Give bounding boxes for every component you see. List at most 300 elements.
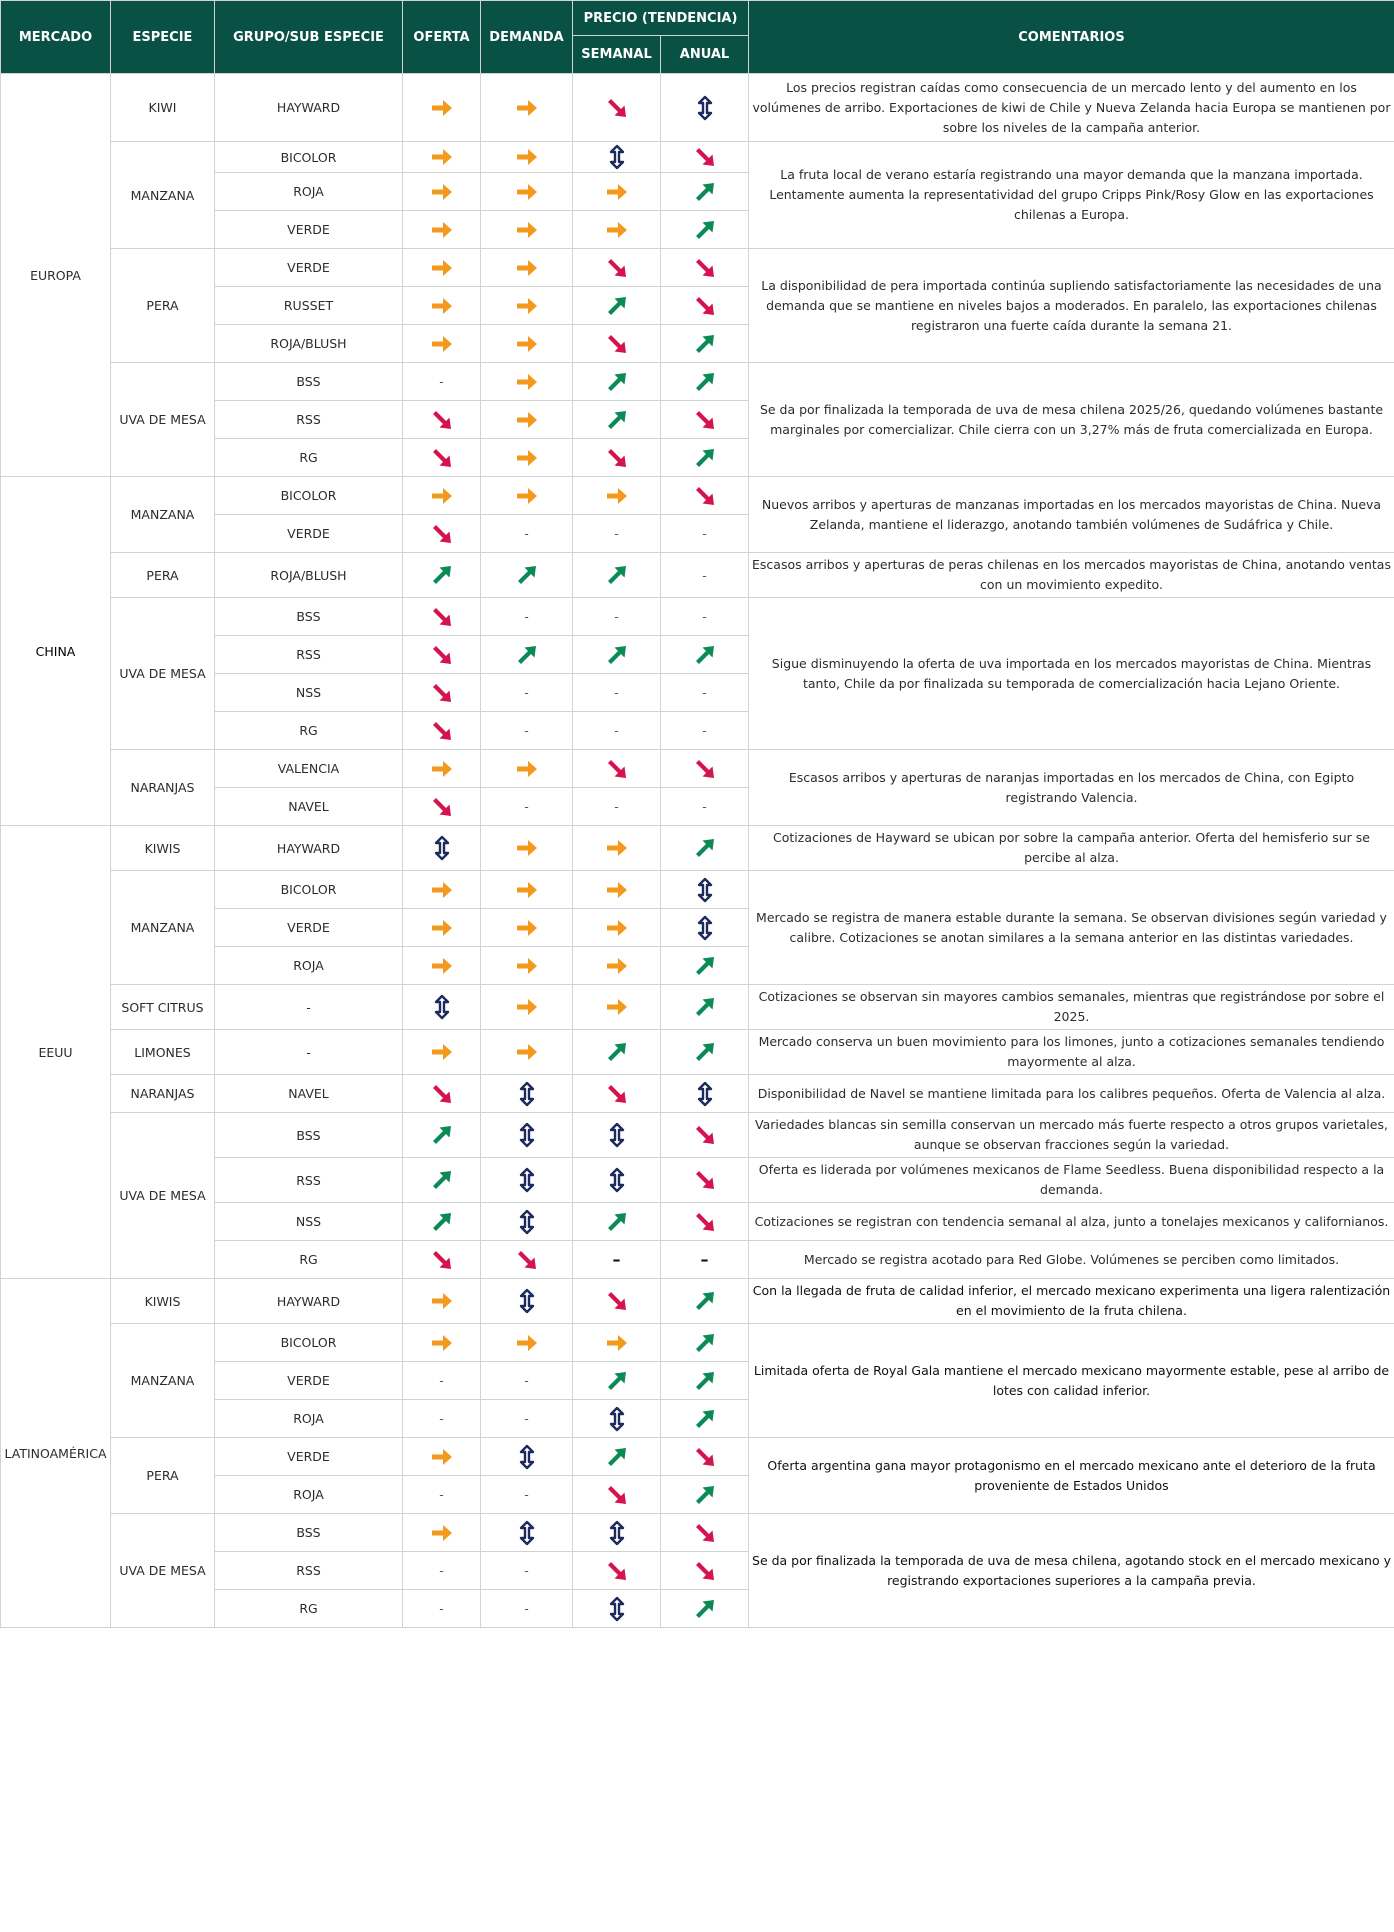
demanda-trend bbox=[481, 249, 573, 287]
oferta-trend: - bbox=[403, 363, 481, 401]
comment-cell: Cotizaciones se registran con tendencia semanal al alza, junto a tonelajes mexicanos y californianos. bbox=[749, 1203, 1394, 1241]
semanal-trend bbox=[573, 1324, 661, 1362]
arrow-down-right-icon bbox=[427, 1245, 457, 1275]
arrow-right-icon bbox=[602, 177, 632, 207]
group-name: ROJA/BLUSH bbox=[215, 325, 403, 363]
arrow-down-right-icon bbox=[690, 1165, 720, 1195]
group-name: RG bbox=[215, 712, 403, 750]
semanal-trend bbox=[573, 1279, 661, 1324]
oferta-trend bbox=[403, 712, 481, 750]
semanal-trend: – bbox=[573, 1241, 661, 1279]
anual-trend bbox=[661, 1552, 749, 1590]
arrow-down-right-icon bbox=[602, 754, 632, 784]
arrow-down-right-icon bbox=[427, 405, 457, 435]
anual-trend bbox=[661, 477, 749, 515]
arrow-right-icon bbox=[512, 93, 542, 123]
anual-trend bbox=[661, 1203, 749, 1241]
table-row bbox=[1, 249, 1394, 287]
arrow-up-down-icon bbox=[512, 1207, 542, 1237]
group-name: RG bbox=[215, 1590, 403, 1628]
oferta-trend bbox=[403, 211, 481, 249]
arrow-down-right-icon bbox=[602, 1286, 632, 1316]
anual-trend: - bbox=[661, 553, 749, 598]
anual-trend: - bbox=[661, 598, 749, 636]
species-name: LIMONES bbox=[111, 1030, 215, 1075]
header-grupo: GRUPO/SUB ESPECIE bbox=[215, 1, 403, 74]
group-name: VERDE bbox=[215, 515, 403, 553]
semanal-trend bbox=[573, 750, 661, 788]
oferta-trend bbox=[403, 947, 481, 985]
oferta-trend bbox=[403, 674, 481, 712]
semanal-trend bbox=[573, 553, 661, 598]
demanda-trend bbox=[481, 363, 573, 401]
species-name: KIWIS bbox=[111, 1279, 215, 1324]
market-name: EEUU bbox=[1, 826, 111, 1279]
anual-trend bbox=[661, 1030, 749, 1075]
arrow-right-icon bbox=[512, 913, 542, 943]
arrow-down-right-icon bbox=[690, 1120, 720, 1150]
group-name: BSS bbox=[215, 1514, 403, 1552]
arrow-down-right-icon bbox=[690, 253, 720, 283]
arrow-down-right-icon bbox=[602, 1556, 632, 1586]
demanda-trend bbox=[481, 142, 573, 173]
oferta-trend bbox=[403, 1241, 481, 1279]
arrow-up-right-icon bbox=[427, 560, 457, 590]
arrow-up-right-icon bbox=[602, 1037, 632, 1067]
species-name: PERA bbox=[111, 1438, 215, 1514]
oferta-trend bbox=[403, 401, 481, 439]
arrow-up-right-icon bbox=[690, 443, 720, 473]
arrow-down-right-icon bbox=[602, 1480, 632, 1510]
arrow-right-icon bbox=[427, 1518, 457, 1548]
table-row bbox=[1, 1279, 1394, 1324]
anual-trend bbox=[661, 1476, 749, 1514]
table-row bbox=[1, 1113, 1394, 1158]
arrow-right-icon bbox=[512, 481, 542, 511]
arrow-up-down-icon bbox=[512, 1442, 542, 1472]
arrow-up-down-icon bbox=[602, 1518, 632, 1548]
demanda-trend bbox=[481, 439, 573, 477]
species-name: MANZANA bbox=[111, 871, 215, 985]
market-name: EUROPA bbox=[1, 74, 111, 477]
table-header bbox=[1, 1, 1394, 74]
arrow-right-icon bbox=[512, 215, 542, 245]
anual-trend bbox=[661, 1362, 749, 1400]
semanal-trend bbox=[573, 1400, 661, 1438]
market-name: CHINA bbox=[1, 477, 111, 826]
group-name: RSS bbox=[215, 1158, 403, 1203]
semanal-trend bbox=[573, 826, 661, 871]
arrow-right-icon bbox=[512, 443, 542, 473]
arrow-down-right-icon bbox=[602, 1079, 632, 1109]
anual-trend bbox=[661, 1590, 749, 1628]
oferta-trend bbox=[403, 1158, 481, 1203]
arrow-down-right-icon bbox=[512, 1245, 542, 1275]
header-precio: PRECIO (TENDENCIA) bbox=[573, 1, 749, 36]
arrow-right-icon bbox=[427, 754, 457, 784]
oferta-trend bbox=[403, 74, 481, 142]
arrow-right-icon bbox=[602, 951, 632, 981]
comment-cell: Nuevos arribos y aperturas de manzanas importadas en los mercados mayoristas de China. Nueva Zelanda, mantiene el liderazgo, anotando también volúmenes de Sudáfrica y Chile. bbox=[749, 477, 1394, 553]
semanal-trend bbox=[573, 1476, 661, 1514]
demanda-trend: - bbox=[481, 1552, 573, 1590]
arrow-up-right-icon bbox=[690, 833, 720, 863]
arrow-up-down-icon bbox=[690, 913, 720, 943]
arrow-up-right-icon bbox=[690, 1404, 720, 1434]
arrow-up-down-icon bbox=[512, 1079, 542, 1109]
demanda-trend bbox=[481, 871, 573, 909]
anual-trend bbox=[661, 750, 749, 788]
oferta-trend bbox=[403, 1203, 481, 1241]
demanda-trend bbox=[481, 477, 573, 515]
group-name: - bbox=[215, 1030, 403, 1075]
table-row bbox=[1, 871, 1394, 909]
comment-cell: Cotizaciones se observan sin mayores cambios semanales, mientras que registrándose por sobre el 2025. bbox=[749, 985, 1394, 1030]
arrow-up-right-icon bbox=[602, 1207, 632, 1237]
arrow-down-right-icon bbox=[690, 142, 720, 172]
arrow-up-right-icon bbox=[690, 951, 720, 981]
demanda-trend: - bbox=[481, 1362, 573, 1400]
semanal-trend bbox=[573, 1552, 661, 1590]
demanda-trend: - bbox=[481, 712, 573, 750]
arrow-right-icon bbox=[512, 291, 542, 321]
arrow-up-right-icon bbox=[602, 367, 632, 397]
anual-trend: - bbox=[661, 788, 749, 826]
oferta-trend bbox=[403, 636, 481, 674]
arrow-up-down-icon bbox=[690, 93, 720, 123]
semanal-trend bbox=[573, 249, 661, 287]
arrow-right-icon bbox=[427, 481, 457, 511]
arrow-up-right-icon bbox=[690, 1480, 720, 1510]
arrow-up-right-icon bbox=[602, 405, 632, 435]
arrow-up-right-icon bbox=[690, 1366, 720, 1396]
group-name: RUSSET bbox=[215, 287, 403, 325]
oferta-trend bbox=[403, 173, 481, 211]
arrow-up-down-icon bbox=[512, 1120, 542, 1150]
species-name: UVA DE MESA bbox=[111, 1113, 215, 1279]
group-name: RSS bbox=[215, 401, 403, 439]
group-name: BSS bbox=[215, 598, 403, 636]
comment-cell: Oferta argentina gana mayor protagonismo en el mercado mexicano ante el deterioro de la fruta proveniente de Estados Unidos bbox=[749, 1438, 1394, 1514]
arrow-down-right-icon bbox=[602, 443, 632, 473]
group-name: ROJA bbox=[215, 1400, 403, 1438]
arrow-down-right-icon bbox=[690, 1556, 720, 1586]
anual-trend bbox=[661, 287, 749, 325]
table-row bbox=[1, 74, 1394, 142]
comment-cell: Se da por finalizada la temporada de uva de mesa chilena, agotando stock en el mercado mexicano y registrando exportaciones superiores a la campaña previa. bbox=[749, 1514, 1394, 1628]
oferta-trend: - bbox=[403, 1476, 481, 1514]
anual-trend: - bbox=[661, 515, 749, 553]
table-row bbox=[1, 363, 1394, 401]
arrow-down-right-icon bbox=[427, 1079, 457, 1109]
semanal-trend bbox=[573, 211, 661, 249]
table-row bbox=[1, 142, 1394, 173]
arrow-down-right-icon bbox=[427, 519, 457, 549]
arrow-up-down-icon bbox=[602, 1165, 632, 1195]
table-row bbox=[1, 826, 1394, 871]
species-name: KIWIS bbox=[111, 826, 215, 871]
anual-trend: – bbox=[661, 1241, 749, 1279]
arrow-right-icon bbox=[512, 875, 542, 905]
comment-cell: Disponibilidad de Navel se mantiene limitada para los calibres pequeños. Oferta de Valencia al alza. bbox=[749, 1075, 1394, 1113]
group-name: ROJA bbox=[215, 947, 403, 985]
group-name: - bbox=[215, 985, 403, 1030]
anual-trend bbox=[661, 1324, 749, 1362]
semanal-trend bbox=[573, 477, 661, 515]
semanal-trend: - bbox=[573, 515, 661, 553]
arrow-down-right-icon bbox=[427, 602, 457, 632]
comment-cell: Oferta es liderada por volúmenes mexicanos de Flame Seedless. Buena disponibilidad respecto a la demanda. bbox=[749, 1158, 1394, 1203]
demanda-trend bbox=[481, 1158, 573, 1203]
arrow-right-icon bbox=[427, 913, 457, 943]
arrow-up-down-icon bbox=[512, 1286, 542, 1316]
group-name: VALENCIA bbox=[215, 750, 403, 788]
arrow-down-right-icon bbox=[427, 678, 457, 708]
group-name: BSS bbox=[215, 1113, 403, 1158]
anual-trend: - bbox=[661, 674, 749, 712]
table-row bbox=[1, 985, 1394, 1030]
group-name: BICOLOR bbox=[215, 1324, 403, 1362]
species-name: MANZANA bbox=[111, 1324, 215, 1438]
semanal-trend: - bbox=[573, 788, 661, 826]
arrow-right-icon bbox=[512, 142, 542, 172]
demanda-trend bbox=[481, 1075, 573, 1113]
arrow-right-icon bbox=[427, 177, 457, 207]
anual-trend bbox=[661, 1438, 749, 1476]
anual-trend bbox=[661, 1400, 749, 1438]
group-name: NSS bbox=[215, 1203, 403, 1241]
arrow-up-right-icon bbox=[690, 640, 720, 670]
demanda-trend: - bbox=[481, 598, 573, 636]
demanda-trend bbox=[481, 826, 573, 871]
header-demanda: DEMANDA bbox=[481, 1, 573, 74]
species-name: PERA bbox=[111, 553, 215, 598]
arrow-down-right-icon bbox=[690, 405, 720, 435]
semanal-trend bbox=[573, 1514, 661, 1552]
arrow-right-icon bbox=[427, 1442, 457, 1472]
arrow-right-icon bbox=[427, 1286, 457, 1316]
anual-trend bbox=[661, 74, 749, 142]
arrow-up-right-icon bbox=[690, 992, 720, 1022]
demanda-trend: - bbox=[481, 1476, 573, 1514]
table-row bbox=[1, 1075, 1394, 1113]
semanal-trend bbox=[573, 636, 661, 674]
anual-trend bbox=[661, 211, 749, 249]
semanal-trend bbox=[573, 439, 661, 477]
comment-cell: Limitada oferta de Royal Gala mantiene el mercado mexicano mayormente estable, pese al arribo de lotes con calidad inferior. bbox=[749, 1324, 1394, 1438]
arrow-right-icon bbox=[512, 177, 542, 207]
anual-trend: - bbox=[661, 712, 749, 750]
header-especie: ESPECIE bbox=[111, 1, 215, 74]
arrow-up-right-icon bbox=[602, 560, 632, 590]
species-name: PERA bbox=[111, 249, 215, 363]
demanda-trend bbox=[481, 287, 573, 325]
header-comentarios: COMENTARIOS bbox=[749, 1, 1394, 74]
semanal-trend bbox=[573, 325, 661, 363]
group-name: VERDE bbox=[215, 211, 403, 249]
demanda-trend bbox=[481, 553, 573, 598]
arrow-right-icon bbox=[512, 405, 542, 435]
group-name: RG bbox=[215, 1241, 403, 1279]
arrow-right-icon bbox=[602, 215, 632, 245]
oferta-trend bbox=[403, 249, 481, 287]
arrow-right-icon bbox=[602, 481, 632, 511]
demanda-trend bbox=[481, 1113, 573, 1158]
group-name: BICOLOR bbox=[215, 142, 403, 173]
arrow-down-right-icon bbox=[602, 253, 632, 283]
arrow-right-icon bbox=[512, 1037, 542, 1067]
comment-cell: Cotizaciones de Hayward se ubican por sobre la campaña anterior. Oferta del hemisferio sur se percibe al alza. bbox=[749, 826, 1394, 871]
arrow-down-right-icon bbox=[427, 716, 457, 746]
table-row bbox=[1, 750, 1394, 788]
oferta-trend bbox=[403, 553, 481, 598]
species-name: NARANJAS bbox=[111, 750, 215, 826]
header-semanal: SEMANAL bbox=[573, 36, 661, 74]
species-name: NARANJAS bbox=[111, 1075, 215, 1113]
arrow-right-icon bbox=[602, 1328, 632, 1358]
comment-cell: Mercado se registra acotado para Red Globe. Volúmenes se perciben como limitados. bbox=[749, 1241, 1394, 1279]
group-name: NAVEL bbox=[215, 1075, 403, 1113]
semanal-trend bbox=[573, 1590, 661, 1628]
demanda-trend bbox=[481, 401, 573, 439]
arrow-right-icon bbox=[427, 329, 457, 359]
anual-trend bbox=[661, 249, 749, 287]
arrow-down-right-icon bbox=[690, 1442, 720, 1472]
anual-trend bbox=[661, 1514, 749, 1552]
demanda-trend: - bbox=[481, 674, 573, 712]
arrow-down-right-icon bbox=[690, 754, 720, 784]
group-name: NSS bbox=[215, 674, 403, 712]
anual-trend bbox=[661, 985, 749, 1030]
arrow-up-down-icon bbox=[602, 1120, 632, 1150]
comment-cell: Escasos arribos y aperturas de peras chilenas en los mercados mayoristas de China, anotando ventas con un movimiento expedito. bbox=[749, 553, 1394, 598]
comment-cell: Variedades blancas sin semilla conservan un mercado más fuerte respecto a otros grupos varietales, aunque se observan fracciones según la variedad. bbox=[749, 1113, 1394, 1158]
anual-trend bbox=[661, 142, 749, 173]
demanda-trend bbox=[481, 325, 573, 363]
group-name: ROJA/BLUSH bbox=[215, 553, 403, 598]
anual-trend bbox=[661, 826, 749, 871]
arrow-down-right-icon bbox=[427, 640, 457, 670]
anual-trend bbox=[661, 871, 749, 909]
arrow-down-right-icon bbox=[690, 1207, 720, 1237]
anual-trend bbox=[661, 363, 749, 401]
table-row bbox=[1, 598, 1394, 636]
semanal-trend bbox=[573, 871, 661, 909]
arrow-right-icon bbox=[602, 875, 632, 905]
demanda-trend bbox=[481, 1241, 573, 1279]
arrow-right-icon bbox=[427, 1328, 457, 1358]
arrow-up-right-icon bbox=[690, 1037, 720, 1067]
arrow-up-right-icon bbox=[602, 640, 632, 670]
arrow-up-down-icon bbox=[512, 1165, 542, 1195]
comment-cell: Se da por finalizada la temporada de uva de mesa chilena 2025/26, quedando volúmenes bastante marginales por comercializar. Chile cierra con un 3,27% más de fruta comercializada en Europa. bbox=[749, 363, 1394, 477]
demanda-trend bbox=[481, 909, 573, 947]
species-name: SOFT CITRUS bbox=[111, 985, 215, 1030]
header-mercado: MERCADO bbox=[1, 1, 111, 74]
arrow-up-down-icon bbox=[690, 1079, 720, 1109]
group-name: RSS bbox=[215, 1552, 403, 1590]
arrow-up-right-icon bbox=[690, 1328, 720, 1358]
oferta-trend bbox=[403, 1438, 481, 1476]
arrow-down-right-icon bbox=[690, 481, 720, 511]
group-name: VERDE bbox=[215, 1362, 403, 1400]
semanal-trend: - bbox=[573, 598, 661, 636]
arrow-up-right-icon bbox=[512, 640, 542, 670]
arrow-up-right-icon bbox=[427, 1120, 457, 1150]
arrow-up-down-icon bbox=[602, 142, 632, 172]
demanda-trend: - bbox=[481, 788, 573, 826]
arrow-right-icon bbox=[602, 992, 632, 1022]
group-name: RG bbox=[215, 439, 403, 477]
demanda-trend bbox=[481, 173, 573, 211]
demanda-trend bbox=[481, 1514, 573, 1552]
table-row bbox=[1, 477, 1394, 515]
demanda-trend: - bbox=[481, 515, 573, 553]
arrow-right-icon bbox=[427, 142, 457, 172]
comment-cell: La fruta local de verano estaría registrando una mayor demanda que la manzana importada. Lentamente aumenta la representatividad del grupo Cripps Pink/Rosy Glow en las exportaciones chilenas a Europa. bbox=[749, 142, 1394, 249]
species-name: MANZANA bbox=[111, 477, 215, 553]
anual-trend bbox=[661, 636, 749, 674]
group-name: RSS bbox=[215, 636, 403, 674]
oferta-trend: - bbox=[403, 1362, 481, 1400]
arrow-right-icon bbox=[512, 833, 542, 863]
arrow-right-icon bbox=[512, 253, 542, 283]
arrow-right-icon bbox=[427, 215, 457, 245]
demanda-trend bbox=[481, 211, 573, 249]
arrow-up-down-icon bbox=[690, 875, 720, 905]
oferta-trend bbox=[403, 985, 481, 1030]
species-name: KIWI bbox=[111, 74, 215, 142]
arrow-right-icon bbox=[427, 93, 457, 123]
comment-cell: Mercado se registra de manera estable durante la semana. Se observan divisiones según variedad y calibre. Cotizaciones se anotan similares a la semana anterior en las distintas variedades. bbox=[749, 871, 1394, 985]
anual-trend bbox=[661, 325, 749, 363]
arrow-down-right-icon bbox=[690, 291, 720, 321]
arrow-up-right-icon bbox=[602, 291, 632, 321]
comment-cell: Mercado conserva un buen movimiento para los limones, junto a cotizaciones semanales tendiendo mayormente al alza. bbox=[749, 1030, 1394, 1075]
arrow-right-icon bbox=[512, 329, 542, 359]
demanda-trend bbox=[481, 985, 573, 1030]
species-name: UVA DE MESA bbox=[111, 363, 215, 477]
arrow-right-icon bbox=[512, 1328, 542, 1358]
semanal-trend bbox=[573, 1030, 661, 1075]
arrow-up-right-icon bbox=[690, 367, 720, 397]
arrow-right-icon bbox=[427, 291, 457, 321]
oferta-trend bbox=[403, 515, 481, 553]
demanda-trend: - bbox=[481, 1590, 573, 1628]
oferta-trend bbox=[403, 871, 481, 909]
oferta-trend bbox=[403, 788, 481, 826]
semanal-trend bbox=[573, 1203, 661, 1241]
oferta-trend bbox=[403, 1075, 481, 1113]
semanal-trend bbox=[573, 142, 661, 173]
oferta-trend bbox=[403, 826, 481, 871]
anual-trend bbox=[661, 401, 749, 439]
table-row bbox=[1, 1324, 1394, 1362]
arrow-up-down-icon bbox=[602, 1594, 632, 1624]
semanal-trend: - bbox=[573, 674, 661, 712]
header-oferta: OFERTA bbox=[403, 1, 481, 74]
group-name: HAYWARD bbox=[215, 826, 403, 871]
semanal-trend: - bbox=[573, 712, 661, 750]
group-name: VERDE bbox=[215, 249, 403, 287]
arrow-right-icon bbox=[512, 754, 542, 784]
anual-trend bbox=[661, 439, 749, 477]
arrow-up-right-icon bbox=[690, 1286, 720, 1316]
arrow-down-right-icon bbox=[602, 93, 632, 123]
semanal-trend bbox=[573, 1362, 661, 1400]
arrow-up-down-icon bbox=[602, 1404, 632, 1434]
oferta-trend: - bbox=[403, 1400, 481, 1438]
